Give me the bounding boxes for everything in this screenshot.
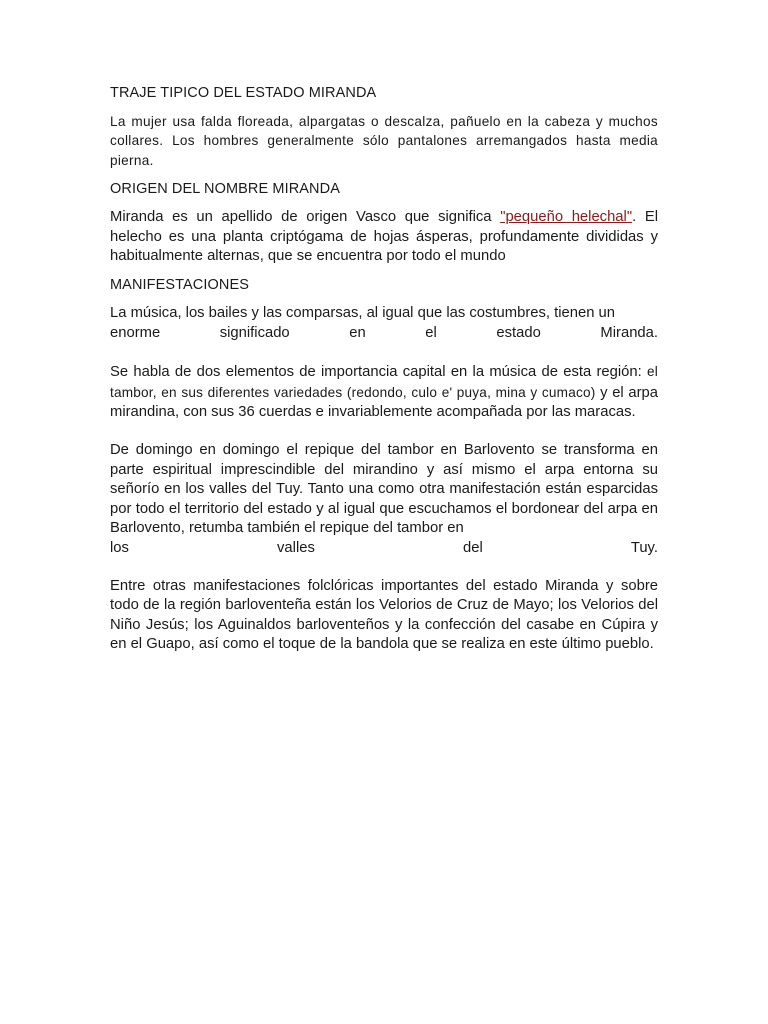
word: valles [277, 539, 315, 556]
paragraph-origen [110, 208, 658, 266]
paragraph-origen-text-2: . El helecho es una planta criptógama de hojas ásperas, profundamente divididas y habitualmente alternas, que se encuentra por todo el mundo [110, 209, 658, 265]
paragraph-elementos-tambor: el tambor, en sus diferentes variedades (redondo, culo e' puya, mina y cumaco) [110, 364, 658, 400]
word: estado [496, 324, 541, 341]
word: significado [219, 324, 290, 341]
heading-manifestaciones: MANIFESTACIONES [110, 277, 249, 294]
document-page [110, 84, 658, 655]
word: el [425, 324, 437, 341]
paragraph-traje: La mujer usa falda floreada, alpargatas o descalza, pañuelo en la cabeza y muchos collares. Los hombres generalmente sólo pantalones arremangados hasta media pierna. [110, 114, 658, 168]
word: Tuy. [630, 539, 658, 556]
word: los [110, 539, 129, 556]
paragraph-domingo-last-line [110, 539, 658, 558]
paragraph-elementos [110, 362, 658, 422]
paragraph-musica-last-line [110, 324, 658, 343]
word: en [349, 324, 366, 341]
pequeno-helechal-link[interactable]: "pequeño helechal" [500, 209, 633, 226]
paragraph-musica [110, 304, 658, 323]
paragraph-elementos-text-1: Se habla de dos elementos de importancia capital en la música de esta región: [110, 364, 648, 381]
heading-origen-nombre: ORIGEN DEL NOMBRE MIRANDA [110, 181, 340, 198]
word: del [462, 539, 483, 556]
word: Miranda. [600, 324, 658, 341]
paragraph-elementos-text-2: y el arpa mirandina, con sus 36 cuerdas e invariablemente acompañada por las maracas. [110, 384, 658, 421]
paragraph-origen-text-1: Miranda es un apellido de origen Vasco que significa [110, 209, 501, 226]
paragraph-musica-line-1: La música, los bailes y las comparsas, al igual que las costumbres, tienen un [110, 305, 615, 322]
paragraph-domingo: De domingo en domingo el repique del tambor en Barlovento se transforma en parte espiritual imprescindible del mirandino y así mismo el arpa entorna su señorío en los valles del Tuy. Tanto una como otra manifestación están esparcidas por todo el territorio del estado y al igual que escuchamos el bordonear del arpa en Barlovento, retumba también el repique del tambor en [110, 442, 658, 537]
word: enorme [110, 324, 161, 341]
heading-traje-tipico: TRAJE TIPICO DEL ESTADO MIRANDA [110, 85, 377, 101]
paragraph-otras-manifestaciones: Entre otras manifestaciones folclóricas importantes del estado Miranda y sobre todo de la región barloventeña están los Velorios de Cruz de Mayo; los Velorios del Niño Jesús; los Aguinaldos barloventeños y la confección del casabe en Cúpira y en el Guapo, así como el toque de la bandola que se realiza en este último pueblo. [110, 577, 658, 653]
